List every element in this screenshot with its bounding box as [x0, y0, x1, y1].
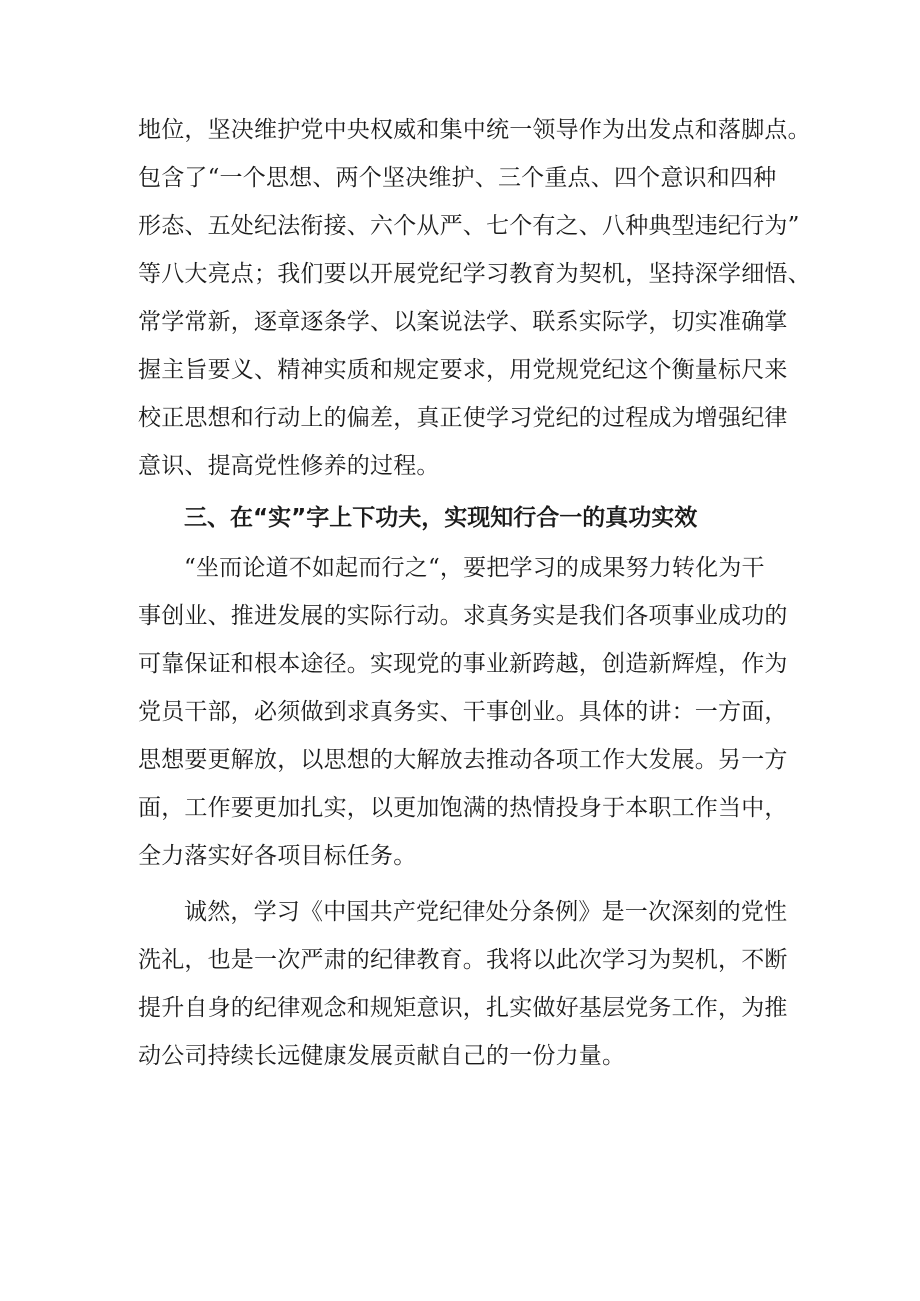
section-heading: 三、在“实”字上下功夫，实现知行合一的真功实效	[184, 505, 698, 531]
text-line: 提升自身的纪律观念和规矩意识，扎实做好基层党务工作，为推	[138, 995, 788, 1021]
text-line: 动公司持续长远健康发展贡献自己的一份力量。	[138, 1043, 626, 1069]
text-line: 洗礼，也是一次严肃的纪律教育。我将以此次学习为契机，不断	[138, 947, 788, 973]
text-line: 校正思想和行动上的偏差，真正使学习党纪的过程成为增强纪律	[138, 405, 788, 431]
text-line: 握主旨要义、精神实质和规定要求，用党规党纪这个衡量标尺来	[138, 357, 788, 383]
paragraph-spacer	[138, 880, 788, 888]
paragraph-action	[138, 544, 788, 880]
text-line: 思想要更解放，以思想的大解放去推动各项工作大发展。另一方	[138, 747, 788, 773]
text-line: “坐而论道不如起而行之“，要把学习的成果努力转化为干	[184, 555, 765, 581]
document-body	[138, 106, 811, 1080]
text-line: 诚然，学习《中国共产党纪律处分条例》是一次深刻的党性	[184, 899, 788, 925]
text-line: 常学常新，逐章逐条学、以案说法学、联系实际学，切实准确掌	[138, 309, 788, 335]
paragraph-conclusion	[138, 888, 788, 1080]
text-line: 可靠保证和根本途径。实现党的事业新跨越，创造新辉煌，作为	[138, 651, 788, 677]
text-line: 事创业、推进发展的实际行动。求真务实是我们各项事业成功的	[138, 603, 788, 629]
text-line: 包含了“一个思想、两个坚决维护、三个重点、四个意识和四种	[138, 165, 777, 191]
paragraph-continuation	[138, 106, 811, 490]
text-line: 意识、提高党性修养的过程。	[138, 453, 440, 479]
text-line: 形态、五处纪法衔接、六个从严、七个有之、八种典型违纪行为”	[138, 213, 800, 239]
text-line: 全力落实好各项目标任务。	[138, 843, 417, 869]
text-line: 等八大亮点；我们要以开展党纪学习教育为契机，坚持深学细悟、	[138, 261, 811, 287]
text-line: 党员干部，必须做到求真务实、干事创业。具体的讲：一方面，	[138, 699, 788, 725]
text-line: 地位，坚决维护党中央权威和集中统一领导作为出发点和落脚点。	[138, 117, 811, 143]
text-line: 面，工作要更加扎实，以更加饱满的热情投身于本职工作当中，	[138, 795, 788, 821]
